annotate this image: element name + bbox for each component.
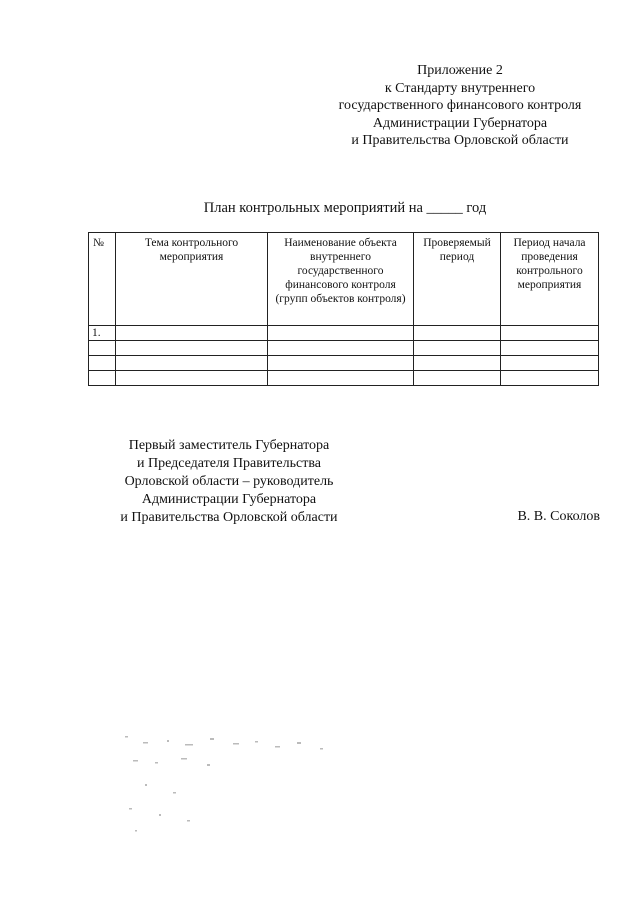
table-cell: 1. [89, 326, 116, 341]
table-cell [268, 326, 414, 341]
signatory-line: и Председателя Правительства [136, 456, 321, 471]
table-cell [268, 371, 414, 386]
table-cell [116, 326, 268, 341]
appendix-line: государственного финансового контроля [338, 98, 582, 113]
signatory-line: Орловской области – руководитель [124, 474, 334, 489]
table-cell [116, 341, 268, 356]
appendix-line: Администрации Губернатора [372, 115, 548, 131]
plan-title: План контрольных мероприятий на _____ год [203, 200, 487, 216]
signatory-line: и Правительства Орловской области [120, 510, 338, 525]
signatory-line: Первый заместитель Губернатора [128, 438, 330, 453]
column-header-number: № [89, 233, 116, 326]
table-cell [116, 371, 268, 386]
column-header-period: Проверяемый период [414, 233, 501, 326]
table-row [89, 371, 599, 386]
table-cell [414, 356, 501, 371]
table-cell [268, 356, 414, 371]
table-cell [268, 341, 414, 356]
signatory-title [100, 437, 358, 527]
column-header-topic: Тема контрольного мероприятия [116, 233, 268, 326]
table-cell [501, 371, 599, 386]
column-header-object: Наименование объекта внутреннего государственного финансового контроля (групп объектов контроля) [268, 233, 414, 326]
signatory-line: Администрации Губернатора [141, 492, 317, 507]
signatory-name: В. В. Соколов [517, 509, 600, 524]
table-cell [414, 341, 501, 356]
table-cell [116, 356, 268, 371]
table-header-row [89, 233, 599, 326]
table-cell [501, 356, 599, 371]
scan-artifact [115, 722, 375, 842]
appendix-header [300, 62, 620, 150]
column-header-start: Период начала проведения контрольного мероприятия [501, 233, 599, 326]
table-row [89, 356, 599, 371]
table-cell [89, 341, 116, 356]
table-cell [501, 326, 599, 341]
table-cell [89, 356, 116, 371]
appendix-line: и Правительства Орловской области [351, 133, 569, 148]
table-cell [414, 326, 501, 341]
appendix-line: к Стандарту внутреннего [384, 80, 536, 96]
plan-table [88, 232, 599, 386]
table-row [89, 341, 599, 356]
appendix-line: Приложение 2 [417, 63, 503, 78]
table-cell [414, 371, 501, 386]
table-cell [89, 371, 116, 386]
table-cell [501, 341, 599, 356]
table-row [89, 326, 599, 341]
